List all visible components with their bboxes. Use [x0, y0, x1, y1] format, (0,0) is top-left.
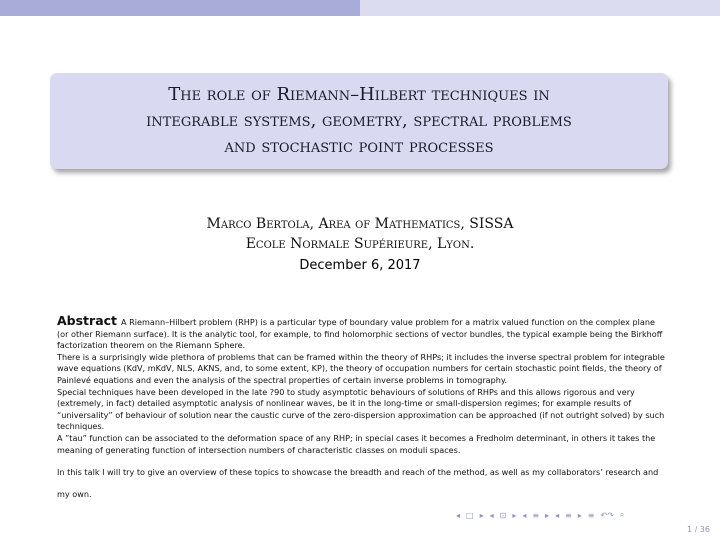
- title-block: [50, 73, 668, 169]
- author-affiliation: Marco Bertola, Area of Mathematics, SISSA: [206, 216, 514, 232]
- header-bar-left-segment[interactable]: [0, 0, 360, 16]
- abstract-paragraph: [57, 315, 667, 352]
- nav-subsection-icon[interactable]: ⊡: [499, 510, 507, 520]
- abstract-paragraph: A ”tau” function can be associated to the deformation space of any RHP; in special cases it becomes a Fredholm determinant, in others it takes the meaning of generating function of intersection numbers of characteristic classes on moduli spaces.: [57, 432, 656, 455]
- nav-prev-section-icon[interactable]: ◂: [522, 510, 527, 520]
- nav-next-section-icon[interactable]: ▸: [545, 510, 550, 520]
- nav-frame-icon[interactable]: □: [466, 510, 474, 520]
- beamer-navigation-controls: [456, 509, 624, 521]
- header-navigation-bar: [0, 0, 720, 16]
- abstract-heading: Abstract: [57, 313, 118, 328]
- date: December 6, 2017: [299, 258, 421, 273]
- slide-title: [59, 82, 659, 160]
- nav-prev-frame-icon[interactable]: ◂: [456, 510, 461, 520]
- header-bar-right-segment[interactable]: [360, 0, 720, 16]
- abstract-paragraph: Special techniques have been developed in the late ?90 to study asymptotic behaviours of solutions of RHPs and this allows rigorous and very (extremely, in fact) detailed asymptotic analysis of nonlinear waves, be it in the long-time or small-dispersion regimes; for example results of “universality” of behaviour of solution near the caustic curve of the zero-dispersion approximation can be approached (if not outright solved) by such techniques.: [57, 386, 665, 432]
- nav-section-icon[interactable]: ≡: [532, 510, 540, 520]
- abstract-paragraph: There is a surprisingly wide plethora of problems that can be framed within the theory of RHPs; it includes the inverse spectral problem for integrable wave equations (KdV, mKdV, NLS, AKNS, and, to some extent, KP), the theory of occupation numbers for certain stochastic point fields, the theory of Painlevé equations and even the analysis of the spectral properties of certain inverse problems in tomography.: [57, 351, 665, 385]
- nav-appendix-icon[interactable]: ≡: [587, 510, 595, 520]
- abstract-text: A Riemann–Hilbert problem (RHP) is a particular type of boundary value problem for a matrix valued function on the complex plane (or other Riemann surface). It is the analytic tool, for example, to find holomorphic sections of vector bundles, the typical example being the Birkhoff factorization theorem on the Riemann Sphere.: [57, 317, 663, 351]
- title-line: integrable systems, geometry, spectral problems: [146, 110, 572, 131]
- nav-next-doc-icon[interactable]: ▸: [577, 510, 582, 520]
- title-line: and stochastic point processes: [224, 136, 494, 157]
- abstract-paragraph: In this talk I will try to give an overview of these topics to showcase the breadth and reach of the method, as well as my collaborators’ research and my own.: [57, 467, 659, 500]
- page-number: 1 / 36: [686, 525, 710, 534]
- nav-prev-subsection-icon[interactable]: ◂: [489, 510, 494, 520]
- nav-next-subsection-icon[interactable]: ▸: [512, 510, 517, 520]
- institution: Ecole Normale Supérieure, Lyon.: [245, 236, 475, 252]
- nav-back-forward-icon[interactable]: ↶↷: [600, 510, 614, 520]
- nav-doc-icon[interactable]: ≡: [565, 510, 572, 520]
- title-line: The role of Riemann–Hilbert techniques in: [168, 84, 550, 105]
- nav-search-icon[interactable]: ⌕: [619, 510, 625, 519]
- abstract: [57, 315, 667, 505]
- nav-next-frame-icon[interactable]: ▸: [479, 510, 484, 520]
- nav-prev-doc-icon[interactable]: ◂: [555, 510, 560, 520]
